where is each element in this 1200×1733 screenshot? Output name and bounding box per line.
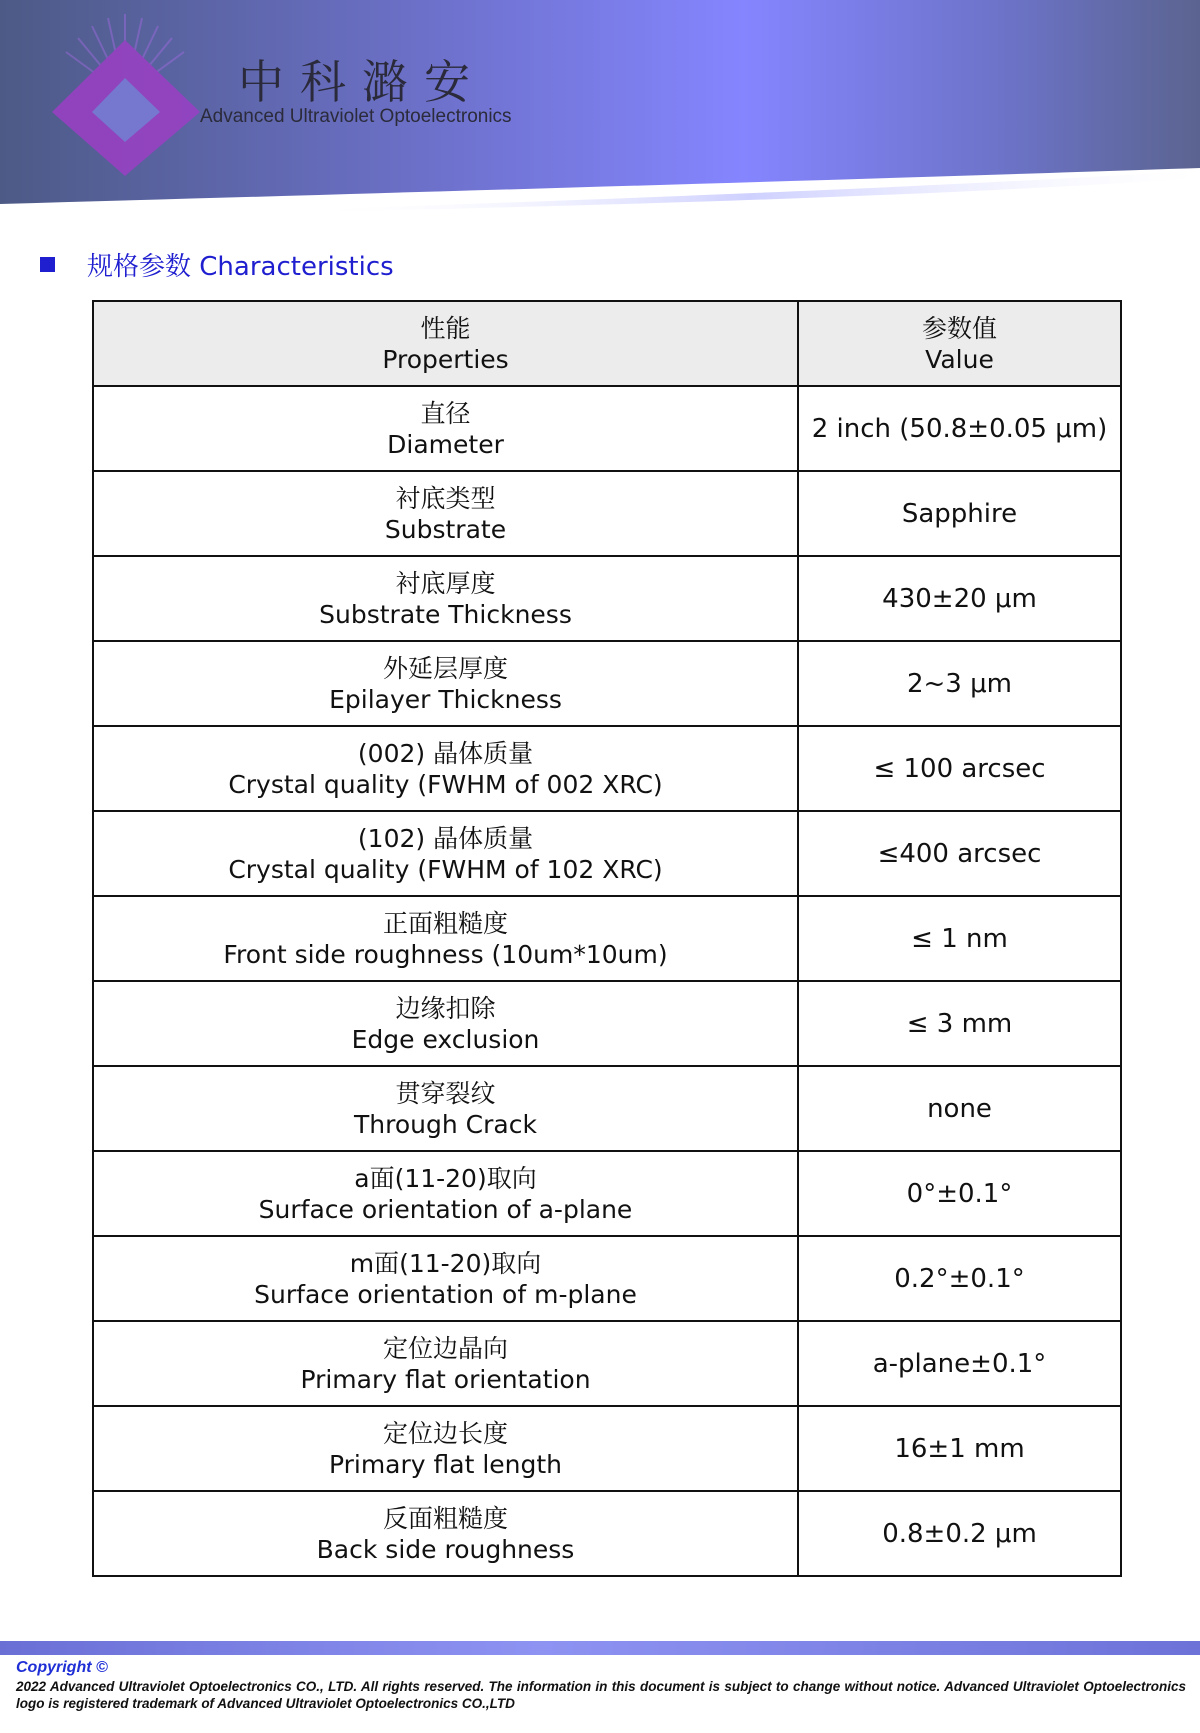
value-cell: ≤ 3 mm xyxy=(798,981,1121,1066)
property-cell xyxy=(93,726,798,811)
value-cell: ≤400 arcsec xyxy=(798,811,1121,896)
table-row xyxy=(93,1321,1121,1406)
property-cell xyxy=(93,556,798,641)
property-en: Front side roughness (10um*10um) xyxy=(223,939,668,969)
property-cell xyxy=(93,981,798,1066)
property-cell xyxy=(93,386,798,471)
property-en: Through Crack xyxy=(354,1109,537,1139)
table-row xyxy=(93,1491,1121,1576)
property-cell xyxy=(93,641,798,726)
company-name-en: Advanced Ultraviolet Optoelectronics xyxy=(200,106,512,127)
property-cn: 定位边长度 xyxy=(382,1418,508,1448)
property-cell xyxy=(93,1406,798,1491)
value-cell: 16±1 mm xyxy=(798,1406,1121,1491)
property-cn: m面(11-20)取向 xyxy=(349,1248,542,1278)
table-row xyxy=(93,386,1121,471)
table-row xyxy=(93,726,1121,811)
property-en: Edge exclusion xyxy=(351,1024,540,1054)
property-en: Crystal quality (FWHM of 002 XRC) xyxy=(228,769,663,799)
property-cell xyxy=(93,811,798,896)
column-header-value xyxy=(798,301,1121,386)
property-cn: a面(11-20)取向 xyxy=(354,1163,537,1193)
value-cell: 0°±0.1° xyxy=(798,1151,1121,1236)
property-cn: 反面粗糙度 xyxy=(382,1503,508,1533)
value-cell: 0.8±0.2 μm xyxy=(798,1491,1121,1576)
property-en: Substrate xyxy=(384,514,507,544)
property-cn: (102) 晶体质量 xyxy=(357,823,534,853)
property-en: Primary flat orientation xyxy=(300,1364,591,1394)
property-en: Substrate Thickness xyxy=(319,599,572,629)
table-header-row xyxy=(93,301,1121,386)
property-en: Diameter xyxy=(387,429,504,459)
property-cn: 外延层厚度 xyxy=(382,653,508,683)
column-header-properties xyxy=(93,301,798,386)
property-cn: (002) 晶体质量 xyxy=(357,738,534,768)
value-cell: 430±20 μm xyxy=(798,556,1121,641)
value-cell: 0.2°±0.1° xyxy=(798,1236,1121,1321)
property-en: Crystal quality (FWHM of 102 XRC) xyxy=(228,854,663,884)
value-cell: ≤ 1 nm xyxy=(798,896,1121,981)
copyright-label: Copyright © xyxy=(16,1659,108,1676)
property-cell xyxy=(93,1491,798,1576)
property-cell xyxy=(93,471,798,556)
value-cell: ≤ 100 arcsec xyxy=(798,726,1121,811)
table-row xyxy=(93,981,1121,1066)
company-name-cn: 中科潞安 xyxy=(238,55,486,109)
property-cell xyxy=(93,896,798,981)
section-heading xyxy=(40,246,394,282)
value-cell: a-plane±0.1° xyxy=(798,1321,1121,1406)
table-row xyxy=(93,641,1121,726)
property-cell xyxy=(93,1321,798,1406)
value-cell: 2~3 μm xyxy=(798,641,1121,726)
value-cell: 2 inch (50.8±0.05 μm) xyxy=(798,386,1121,471)
table-row xyxy=(93,1406,1121,1491)
header-cn: 参数值 xyxy=(921,313,997,343)
table-row xyxy=(93,811,1121,896)
property-en: Primary flat length xyxy=(328,1449,563,1479)
property-en: Surface orientation of a-plane xyxy=(258,1194,633,1224)
property-cn: 衬底厚度 xyxy=(395,568,496,598)
spec-table xyxy=(92,300,1122,1577)
table-row xyxy=(93,896,1121,981)
page-header xyxy=(0,0,1200,214)
table-row xyxy=(93,1151,1121,1236)
property-cn: 贯穿裂纹 xyxy=(395,1078,496,1108)
property-cell xyxy=(93,1236,798,1321)
table-row xyxy=(93,1236,1121,1321)
property-cell xyxy=(93,1151,798,1236)
page-footer xyxy=(16,1658,1186,1712)
property-cn: 边缘扣除 xyxy=(395,993,496,1023)
property-cn: 衬底类型 xyxy=(395,483,496,513)
header-cn: 性能 xyxy=(420,313,471,343)
square-bullet-icon xyxy=(40,257,55,272)
property-cell xyxy=(93,1066,798,1151)
section-title: 规格参数 Characteristics xyxy=(87,251,394,282)
value-cell: Sapphire xyxy=(798,471,1121,556)
value-cell: none xyxy=(798,1066,1121,1151)
property-cn: 直径 xyxy=(420,398,471,428)
property-en: Back side roughness xyxy=(316,1534,575,1564)
property-cn: 正面粗糙度 xyxy=(382,908,508,938)
table-row xyxy=(93,471,1121,556)
table-row xyxy=(93,1066,1121,1151)
legal-notice: 2022 Advanced Ultraviolet Optoelectronics CO., LTD. All rights reserved. The information in this document is subject to change without notice. Advanced Ultraviolet Optoelectronics logo is registered trademark of Advanced Ultraviolet Optoelectronics CO.,LTD xyxy=(16,1679,1186,1711)
header-en: Value xyxy=(925,344,994,374)
property-en: Surface orientation of m-plane xyxy=(254,1279,637,1309)
header-banner xyxy=(0,0,1200,214)
table-row xyxy=(93,556,1121,641)
property-cn: 定位边晶向 xyxy=(382,1333,508,1363)
footer-divider xyxy=(0,1641,1200,1655)
header-en: Properties xyxy=(382,344,509,374)
property-en: Epilayer Thickness xyxy=(329,684,562,714)
